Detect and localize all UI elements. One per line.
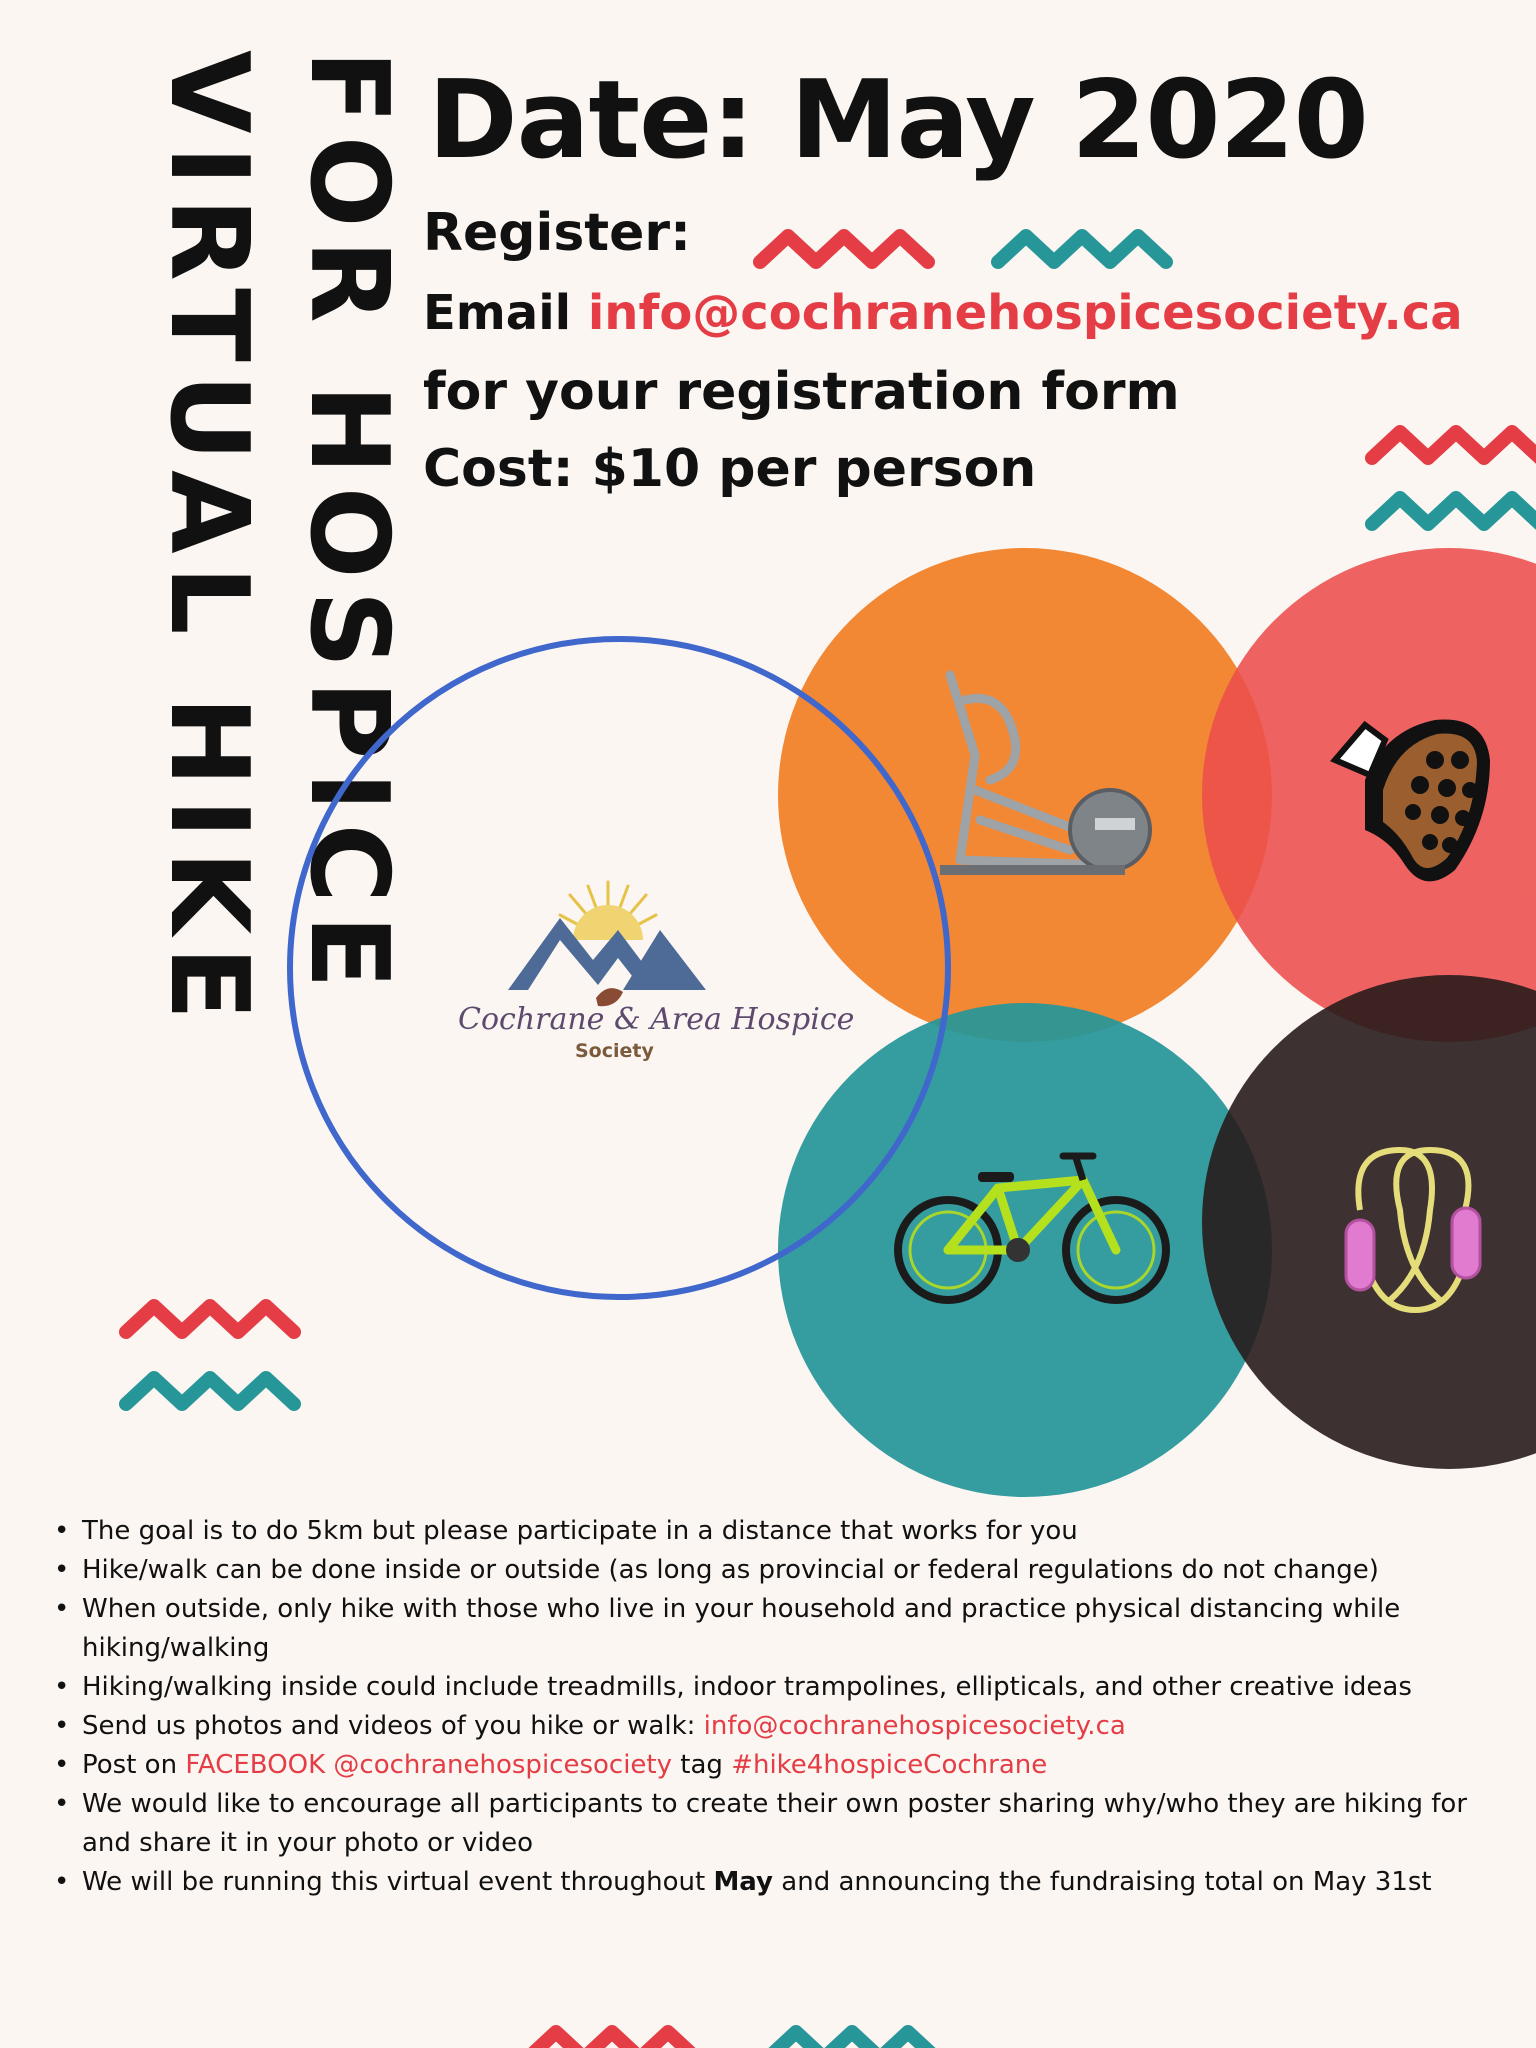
detail-text: Hike/walk can be done inside or outside (as long as provincial or federal regulations do not change) <box>82 1555 1379 1585</box>
bicycle-icon <box>888 1148 1178 1308</box>
register-email-line <box>423 287 1463 340</box>
list-item <box>54 1590 1494 1668</box>
title-line-for-hospice: FOR HOSPICE <box>286 50 411 1001</box>
zigzag-teal-decoration <box>760 2018 940 2048</box>
zigzag-teal-decoration <box>990 222 1180 272</box>
detail-text: tag <box>672 1750 732 1780</box>
zigzag-red-decoration <box>1364 418 1536 468</box>
detail-text: Send us photos and videos of you hike or walk: <box>82 1711 704 1741</box>
zigzag-red-decoration <box>520 2018 700 2048</box>
list-item <box>54 1785 1494 1863</box>
zigzag-teal-decoration <box>1364 484 1536 534</box>
logo-name-text: Cochrane & Area Hospice <box>458 1002 855 1037</box>
list-item <box>54 1551 1494 1590</box>
hiking-boot-icon <box>1325 700 1495 890</box>
detail-text: We will be running this virtual event throughout <box>82 1867 714 1897</box>
event-date-heading: Date: May 2020 <box>428 58 1368 183</box>
logo-society-text: Society <box>575 1040 654 1062</box>
jump-rope-icon <box>1330 1140 1500 1330</box>
facebook-link[interactable]: FACEBOOK @cochranehospicesociety <box>185 1750 673 1780</box>
detail-text: Hiking/walking inside could include treadmills, indoor trampolines, ellipticals, and other creative ideas <box>82 1672 1412 1702</box>
email-prefix: Email <box>423 285 588 341</box>
list-item <box>54 1863 1494 1902</box>
elliptical-machine-icon <box>920 660 1160 890</box>
detail-text: We would like to encourage all participants to create their own poster sharing why/who they are hiking for and share it in your photo or video <box>82 1789 1468 1858</box>
list-item <box>54 1512 1494 1551</box>
register-email-link[interactable]: info@cochranehospicesociety.ca <box>587 285 1463 341</box>
hashtag-link[interactable]: #hike4hospiceCochrane <box>731 1750 1048 1780</box>
list-item <box>54 1668 1494 1707</box>
event-details-list <box>54 1512 1494 1902</box>
zigzag-red-decoration <box>118 1292 318 1342</box>
title-line-virtual-hike: VIRTUAL HIKE <box>146 50 271 1033</box>
list-item <box>54 1707 1494 1746</box>
detail-text: The goal is to do 5km but please participate in a distance that works for you <box>82 1516 1078 1546</box>
detail-text: and announcing the fundraising total on May 31st <box>773 1867 1432 1897</box>
register-label: Register: <box>423 203 691 263</box>
cost-line: Cost: $10 per person <box>423 439 1037 499</box>
detail-bold-month: May <box>713 1867 774 1897</box>
zigzag-red-decoration <box>752 222 942 272</box>
registration-form-note: for your registration form <box>423 362 1180 422</box>
detail-text: When outside, only hike with those who live in your household and practice physical distancing while hiking/walking <box>82 1594 1401 1663</box>
detail-text: Post on <box>82 1750 186 1780</box>
email-link[interactable]: info@cochranehospicesociety.ca <box>703 1711 1126 1741</box>
list-item <box>54 1746 1494 1785</box>
zigzag-teal-decoration <box>118 1364 318 1414</box>
